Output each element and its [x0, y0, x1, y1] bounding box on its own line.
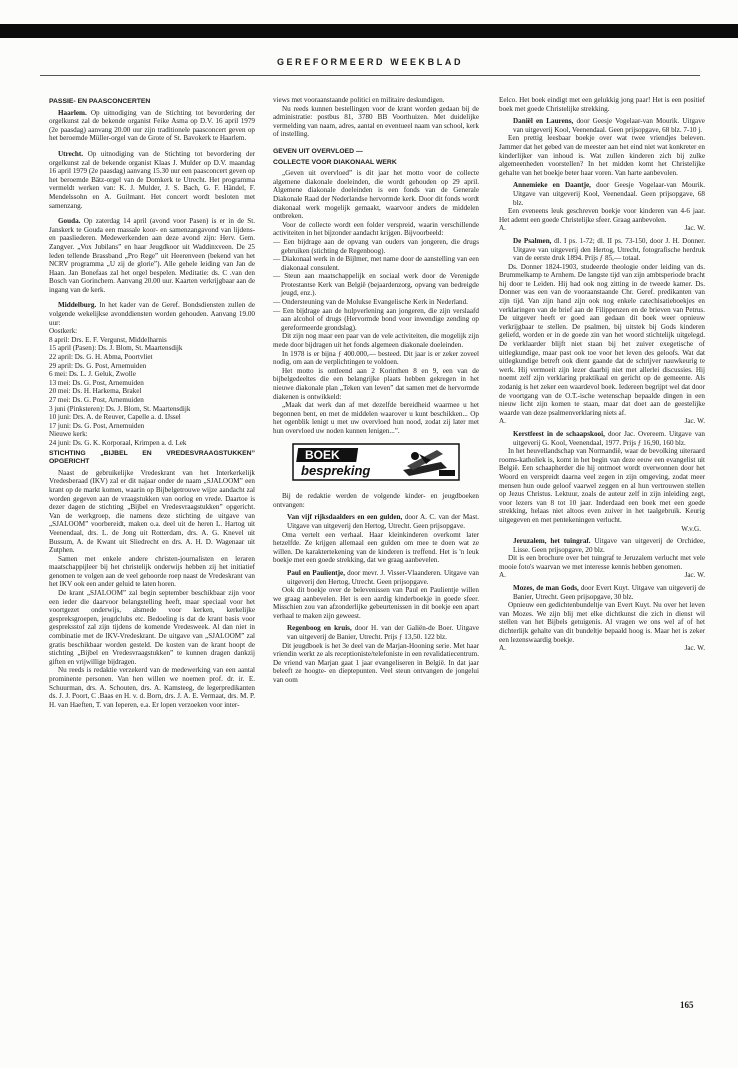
nieuwe-kerk-label: Nieuwe kerk: — [49, 430, 88, 439]
paragraph: Naast de gebruikelijke Vredeskrant van het Interkerkelijk Vredesberaad (IKV) zal er dit najaar onder de naam „SJALOOM” een krant op de markt komen, waarin op Bijbelgetrouwe wijze aandacht zal worden gegeven aan de vraagstukken van oorlog en vrede. Daartoe is dezer dagen de stichting „Bijbel en Vredesvraagstukken” opgericht. Van de werkgroep, die namens deze stichting de uitgave van „SJALOOM” voorbereidt, maken o.a. deel uit de heren L. Hartog uit Veenendaal, drs. L. de Jong uit Rotterdam, drs. A. G. Knevel uit Bussum, A. de Kwant uit Sliedrecht en drs. A. H. D. Wagenaar uit Zutphen. — [49, 468, 255, 555]
heading-passie: PASSIE- EN PAASCONCERTEN — [49, 98, 151, 105]
list-item: 3 juni (Pinksteren): Ds. J. Blom, St. Maartensdijk — [49, 404, 191, 413]
paragraph: Opnieuw een gedichtenbundeltje van Evert Kuyt. Nu over het leven van Mozes. We zijn blij met elke dichtkunst die zich in dienst wil stellen van het Bijbels getuigenis. Al vragen we ons wel af of het dichterlijk gehalte van dit bundeltje bepaald hoog is. Maar het is zeker een lezenswaardig boekje. — [499, 601, 705, 644]
list-item: 13 mei: Ds. G. Post, Arnemuiden — [49, 378, 144, 387]
book-entry-jeruzalem: Jeruzalem, het tuingraf. Uitgave van uitgeverij de Orchidee, Lisse. Geen prijsopgave, 20 blz. — [513, 537, 705, 554]
paragraph: Ook dit boekje over de belevenissen van Paul en Paulientje willen we graag aanbevelen. Het is een aardig kinderboekje in goede sfeer. Misschien zou van afzonderlijke gebeurtenissen in dit boekje een apart verhaal te maken zijn geweest. — [273, 586, 479, 620]
paragraph-utrecht: Utrecht. Op uitnodiging van de Stichting tot bevordering der orgelkunst zal de bekende organist Klaas J. Mulder op D.V. maandag 16 april 1979 (2e paasdag) aanvang 15.30 uur een paasconcert geven op het beroemde Bätz-orgel van de Domkerk te Utrecht. Het programma vermeldt werken van: K. J. Mulder, J. S. Bach, G. F. Händel, F. Mendelssohn en A. Guilmant. Het concert wordt besloten met samenzang. — [49, 149, 255, 210]
list-item: — Een bijdrage aan de opvang van ouders van jongeren, die drugs gebruiken (stichting de Regenboog). — [273, 237, 479, 255]
book-entry-paul: Paul en Paulientje, door mevr. J. Visser-Vlaanderen. Uitgave van uitgeverij den Hertog, Utrecht. Geen prijsopgave. — [287, 568, 479, 586]
paragraph: In 1978 is er bijna ƒ 400.000,— besteed. Dit jaar is er zeker zoveel nodig, om aan de verplichtingen te voldoen. — [273, 349, 479, 367]
list-item: 15 april (Pasen): Ds. J. Blom, St. Maartensdijk — [49, 344, 183, 353]
paragraph: „Geven uit overvloed” is dit jaar het motto voor de collecte algemene diakonale doeleinden, die wordt gehouden op 29 april. Algemene diakonale doeleinden is een fonds van de Generale Diakonale Raad der Nederlandse hervormde kerk. Door dit fonds wordt diakonaal werk mogelijk gemaakt, waarvoor anders de middelen ontbreken. — [273, 169, 479, 221]
signature-line: A. Jac. W. — [499, 417, 705, 426]
paragraph: In het heuvellandschap van Normandië, waar de bevolking uiteraard rooms-katholiek is, komt in het begin van deze eeuw een evangelist uit België. Een schaapherder die hij ontmoet wordt overwonnen door het Woord en verspreidt daarna veel zegen in zijn omgeving, zodat meer mensen hun oude geloof vaarwel zeggen en al hun vertrouwen stellen op Jezus Christus. Lektuur, zoals de auteur zelf in zijn inleiding zegt, voor lezers van 8 tot 10 jaar. Inderdaad een boek met een goede strekking, helaas niet altoos even zuiver in het taalgebruik. Keurig uitgegeven en met pentekeningen verlucht. — [499, 447, 705, 524]
paragraph: De krant „SJALOOM” zal begin september beschikbaar zijn voor een ieder die daarvoor belangstelling heeft, maar speciaal voor het voortgezet onderwijs, alsmede voor kerken, kerkelijke gespreksgroepen, jeugdclubs etc. Bedoeling is dat de krant basis voor gespreksstof zal zijn tijdens de komende Vredesweek. Al dan niet in combinatie met de IKV-Vredeskrant. De uitgave van „SJALOOM” zal gratis beschikbaar worden gesteld. De kosten van de krant hoopt de stichting „Bijbel en Vredesvraagstukken” te kunnen dragen dankzij giften en vrijwillige bijdragen. — [49, 589, 255, 666]
paragraph: Bij de redaktie werden de volgende kinder- en jeugdboeken ontvangen: — [273, 492, 479, 509]
list-item: — Een bijdrage aan de hulpverlening aan jongeren, die zijn verslaafd aan alcohol of drugs (Hervormde bond voor inwendige zending op gereformeerde grondslag). — [273, 306, 479, 332]
paragraph: Samen met enkele andere christen-journalisten en leraren maatschappijleer bij het christelijk onderwijs hebben zij het initiatief genomen te volgen aan de veel gehoorde roep naast de Vredeskrant van het IKV ook een ander geluid te laten horen. — [49, 554, 255, 589]
signature-line: A. Jac. W. — [499, 571, 705, 580]
paragraph: Nu reeds is redaktie verzekerd van de medewerking van een aantal prominente personen. Van hen willen we noemen prof. dr. ir. E. Schuurman, drs. A. Schouten, drs. A. Kamsteeg, de legerpredikanten ds. J. J. Poort, C .Baas en H. v. d. Born, drs. J. A. E. Vermaat, drs. M. P. H. van Haeften, T. van Ieperen, e.a. Er lopen verzoeken voor inter- — [49, 666, 255, 709]
paragraph: views met vooraanstaande politici en militaire deskundigen. — [273, 96, 445, 104]
book-entry-mozes: Mozes, de man Gods, door Evert Kuyt. Uitgave van uitgeverij de Banier, Utrecht. Geen prijsopgave, 30 blz. — [513, 584, 705, 601]
list-item: 20 mei: Ds. H. Harkema, Brakel — [49, 387, 142, 396]
book-entry-daniel: Daniël en Laurens, door Geesje Vogelaar-van Mourik. Uitgave van uitgeverij Kool, Veenendaal. Geen prijsopgave, 68 blz. 7-10 j. — [513, 117, 705, 134]
list-item: 6 mei: Ds. L. J. Geluk, Zwolle — [49, 370, 136, 379]
paragraph: Een prettig leesbaar boekje over wat twee vriendjes beleven. Jammer dat het gebed van de meester aan het eind niet wat konkreter en kinderlijker van inhoud is. Wat zullen kinderen zich bij zulke algemeenheden voorstellen? In het midden komt het Christelijke gehalte van het boekje beter haar voren. Van harte aanbevolen. — [499, 134, 705, 177]
column-1 — [49, 96, 255, 1016]
paragraph: Oma vertelt een verhaal. Haar kleinkinderen overkomt later hetzelfde. Ze krijgen allemaal een gulden om mee te doen wat ze willen. De karaktertekening van de kinderen is treffend. Het is 'n leuk boekje met een goede strekking, dat we graag aanbevelen. — [273, 530, 479, 565]
paragraph-gouda: Gouda. Op zaterdag 14 april (avond voor Pasen) is er in de St. Janskerk te Gouda een massale koor- en samenzangavond van lijdens- en paasliederen. Medewerkenden aan deze avond zijn: Herv. Gem. Zangver. „Vox Jubilans” en haar Jeugdkoor uit Waddinxveen. De 25 leden tellende Brassband „Pro Rege” uit Heerenveen (bekend van het NCRV programma „U zij de glorie”). Alle gehele leiding van Jan de Haan. Jan Bonefaas zal het orgel bespelen. Meditatie: ds. C .van den Bosch van Gorinchem. Aanvang 20.00 uur. Kaarten verkrijgbaar aan de ingang van de kerk. — [49, 217, 255, 294]
paragraph: Dit jeugdboek is het 3e deel van de Marjan-Hooning serie. Met haar vriendin werkt ze als receptioniste/telefoniste in een revalidatiecentrum. De vriend van Marjan gaat 1 jaar evangeliseren in België. In dat jaar beleeft ze hoogte- en dieptepunten. Veel steun ontvangen de jongelui van oom — [273, 641, 479, 685]
list-item: — Ondersteuning van de Molukse Evangelische Kerk in Nederland. — [273, 298, 468, 307]
book-entry-van-vijf: Van vijf rijksdaalders en een gulden, door A. C. van der Mast. Uitgave van uitgeverij den Hertog, Utrecht. Geen prijsopgave. — [287, 513, 479, 530]
column-3 — [499, 96, 705, 1016]
paragraph: Het motto is ontleend aan 2 Korinthen 8 en 9, een van de bijbelgedeeltes die een belangrijke plaats hebben gekregen in het nieuwe diakonale plan „Teken van leven” dat samen met de hervormde diakenen is ontwikkeld: — [273, 366, 479, 401]
paragraph: Dit zijn nog maar een paar van de vele activiteiten, die mogelijk zijn mede door bijdragen uit het fonds algemeen diakonale doeleinden. — [273, 332, 479, 350]
logo-word-boek: BOEK — [305, 447, 340, 462]
list-item: — Diakonaal werk in de Bijlmer, met name door de aanstelling van een diakonaal consulent. — [273, 255, 479, 272]
paragraph-middelburg: Middelburg. In het kader van de Geref. Bondsdiensten zullen de volgende wekelijkse avonddiensten worden gehouden. Aanvang 19.00 uur: — [49, 301, 255, 327]
oostkerk-list — [49, 336, 255, 431]
book-entry-annemieke: Annemieke en Daantje, door Geesje Vogelaar-van Mourik. Uitgave van uitgeverij Kool, Veenendaal. Geen prijsopgave, 68 blz. — [513, 181, 705, 207]
paragraph: Eelco. Het boek eindigt met een gelukkig jong paar! Het is een positief boek met goede Christelijke strekking. — [499, 96, 705, 113]
activities-list — [273, 238, 479, 333]
oostkerk-label: Oostkerk: — [49, 327, 78, 336]
paragraph: Een eveneens leuk geschreven boekje voor kinderen van 4-6 jaar. Het ademt een goede Christelijke sfeer. Graag aanbevolen. — [499, 207, 705, 224]
list-item: 17 juni: Ds. G. Post, Arnemuiden — [49, 421, 145, 430]
list-item: — Steun aan maatschappelijk en sociaal werk door de Verenigde Protestantse Kerk van België (bejaardenzorg, opvang van bedreigde jeugd, enz.). — [273, 272, 479, 298]
heading-collecte: COLLECTE VOOR DIAKONAAL WERK — [273, 158, 397, 166]
list-item: 10 juni: Drs. A. de Reuver, Capelle a. d. IJssel — [49, 413, 181, 422]
list-item: 8 april: Drs. E. F. Vergunst, Middelharnis — [49, 335, 167, 344]
top-black-bar — [0, 24, 738, 38]
list-item: 29 april: Ds. G. Post, Arnemuiden — [49, 361, 147, 370]
book-entry-kerstfeest: Kerstfeest in de schaapskooi, door Jac. Overeem. Uitgave van uitgeverij G. Kool, Veenendaal, 1977. Prijs ƒ 16,90, 160 blz. — [513, 429, 705, 447]
running-head: GEREFORMEERD WEEKBLAD — [276, 57, 464, 67]
heading-stichting: STICHTING „BIJBEL EN VREDESVRAAGSTUKKEN” OPGERICHT — [49, 449, 255, 466]
signature-line: A. Jac. W. — [499, 224, 705, 233]
boekbespreking-logo — [291, 442, 461, 482]
book-entry-psalmen: De Psalmen, dl. I ps. 1-72; dl. II ps. 73-150, door J. H. Donner. Uitgave van uitgeverij den Hertog, Utrecht, fotografische herdruk van de eerste druk 1894. Prijs ƒ 85,— totaal. — [513, 236, 705, 263]
paragraph-haarlem: Haarlem. Op uitnodiging van de Stichting tot bevordering der orgelkunst zal de bekende organist Feike Asma op D.V. 16 april 1979 (2e paasdag) aanvang 20.00 uur zijn traditionele paasconcert geven op het beroemde Müller-orgel van de Grote of St. Bavokerk te Haarlem. — [49, 108, 255, 143]
quote-paragraph: „Maak dat werk dan af met dezelfde bereidheid waarmee u het begonnen bent, en met de middelen waarover u kunt beschikken... Op het ogenblik lenigt u met uw overvloed hun nood, zodat zij later met hun overvloed uw noden kunnen lenigen...”. — [273, 401, 479, 435]
page-number: 165 — [680, 1000, 694, 1010]
paragraph: Dit is een brochure over het tuingraf te Jeruzalem verlucht met vele mooie foto's waarvan we met interesse kennis hebben genomen. — [499, 554, 705, 571]
heading-geven: GEVEN UIT OVERVLOED — — [273, 147, 363, 155]
list-item: 22 april: Ds. G. H. Abma, Poortvliet — [49, 353, 153, 362]
signature: W.v.G. — [681, 524, 701, 533]
column-2 — [273, 96, 479, 1016]
nieuwe-kerk-list — [49, 439, 255, 448]
signature-line: A. Jac. W. — [499, 644, 705, 653]
logo-word-bespreking: bespreking — [301, 462, 371, 478]
paragraph: Ds. Donner 1824-1903, studeerde theologie onder leiding van ds. Brummelkamp te Arnhem. De langste tijd van zijn ambtsperiode bracht hij door te Leiden. Hij had ook nog zitting in de tweede kamer. Ds. Donner was een van de vooraanstaande Chr. Geref. predikanten van zijn tijd. Van zijn hand zijn ook nog enkele catechisatieboekjes en verklaringen van de brief aan de Filippenzen en de brieven van Petrus. De uitgever heeft er goed aan gedaan dit boek weer opnieuw verkrijgbaar te stellen. De psalmen, bij uitstek bij Gods kinderen geliefd, worden er in de goede zin van het woord stichtelijk uitgelegd. De verklaarder blijft niet staan bij het zuiver exegetische of uitlegkundige, maar past ook toe voor het leven des geloofs. Wat dat uitlegkundige betreft ook dient gaande dat de schrijver nauwkeurig te werk. Hij vermoeit zijn lezer daarbij niet met allerlei discussies. Hij noemt zelf zijn verklaring praktikaal en gericht op de gemeente. Als zodanig is het zeker een waardevol boek. Iedereen begrijpt wel dat door de voortgang van de O.T.-ische wetenschap bepaalde dingen in een nieuw licht zijn komen te staan, maar dat doet aan de geestelijke waarde van deze psalmenverklaring niets af. — [499, 262, 705, 417]
list-item: 27 mei: Ds. G. Post, Arnemuiden — [49, 396, 144, 404]
paragraph: Nu reeds kunnen bestellingen voor de krant worden gedaan bij de administratie: postbus 81, 3780 BB Voorthuizen. Met duidelijke vermelding van naam, adres, aantal en eventueel naam van school, kerk of instelling. — [273, 104, 479, 139]
book-entry-regenboog: Regenboog en kruis, door H. van der Galiën-de Boer. Uitgave van uitgeverij de Banier, Utrecht. Prijs ƒ 13,50. 122 blz. — [287, 624, 479, 642]
paragraph: Voor de collecte wordt een folder verspreid, waarin verschillende activiteiten in het bijzonder aandacht krijgen. Bijvoorbeeld: — [273, 220, 479, 238]
header-rule — [40, 75, 700, 76]
list-item: 24 juni: Ds. G. K. Korporaal, Krimpen a. d. Lek — [49, 438, 187, 447]
